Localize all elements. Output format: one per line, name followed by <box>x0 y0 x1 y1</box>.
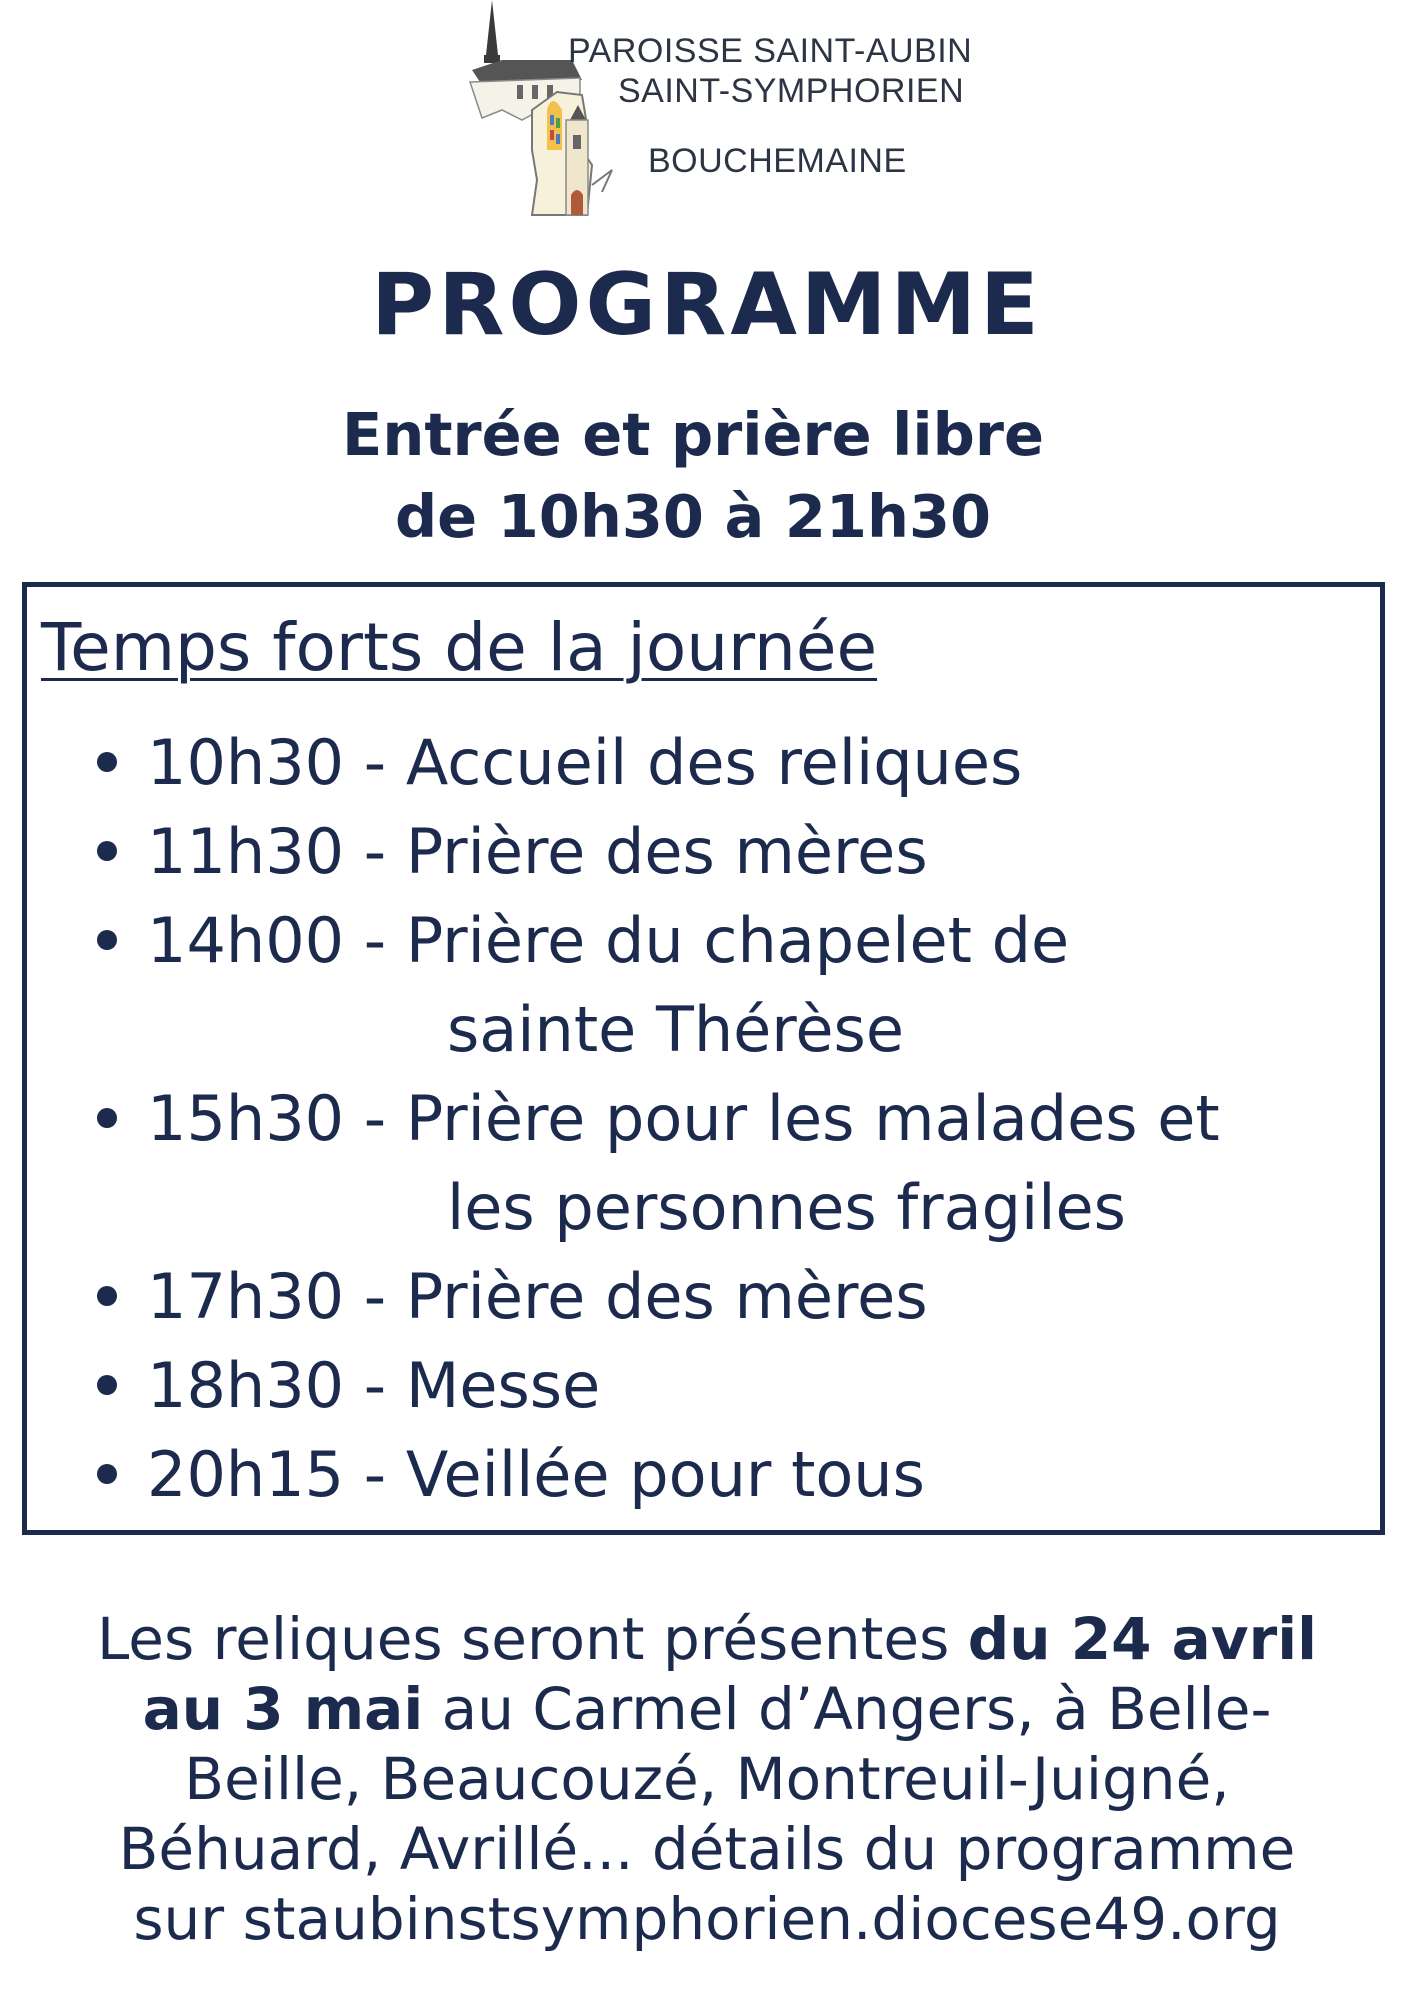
bullet-icon <box>97 1286 117 1306</box>
bullet-icon <box>97 1375 117 1395</box>
list-item-text: 14h00 - Prière du chapelet de <box>147 904 1070 977</box>
bullet-icon <box>97 752 117 772</box>
bullet-icon <box>97 930 117 950</box>
list-item-text: 18h30 - Messe <box>147 1349 601 1422</box>
list-item-continuation: les personnes fragiles <box>447 1171 1126 1244</box>
list-item-text: 11h30 - Prière des mères <box>147 815 928 888</box>
parish-logo <box>0 0 1414 240</box>
bullet-icon <box>97 841 117 861</box>
page-title: PROGRAMME <box>371 255 1043 355</box>
footer-line4: Béhuard, Avrillé... détails du programme <box>118 1815 1296 1883</box>
logo-text-line2: SAINT-SYMPHORIEN <box>618 72 965 110</box>
footer-date-start: du 24 avril <box>967 1605 1317 1673</box>
footer-text: Les reliques seront présentes <box>97 1605 968 1673</box>
footer-line2 <box>0 1675 1414 1743</box>
logo-text-line3: BOUCHEMAINE <box>648 142 907 180</box>
footer-website: sur staubinstsymphorien.diocese49.org <box>133 1885 1281 1953</box>
footer-date-end: au 3 mai <box>142 1675 424 1743</box>
entry-line2: de 10h30 à 21h30 <box>394 482 992 551</box>
entry-line1: Entrée et prière libre <box>342 400 1044 469</box>
footer-line1 <box>0 1605 1414 1673</box>
logo-text-line1: PAROISSE SAINT-AUBIN <box>568 32 973 70</box>
list-item-text: 10h30 - Accueil des reliques <box>147 726 1023 799</box>
bullet-icon <box>97 1108 117 1128</box>
footer-text: au Carmel d’Angers, à Belle- <box>423 1675 1272 1743</box>
bullet-icon <box>97 1464 117 1484</box>
list-item-text: 17h30 - Prière des mères <box>147 1260 928 1333</box>
list-item-text: 15h30 - Prière pour les malades et <box>147 1082 1220 1155</box>
schedule-heading: Temps forts de la journée <box>41 609 878 686</box>
list-item-text: 20h15 - Veillée pour tous <box>147 1438 925 1511</box>
list-item-continuation: sainte Thérèse <box>447 993 905 1066</box>
schedule-box <box>22 582 1385 1535</box>
footer-line3: Beille, Beaucouzé, Montreuil-Juigné, <box>184 1745 1230 1813</box>
